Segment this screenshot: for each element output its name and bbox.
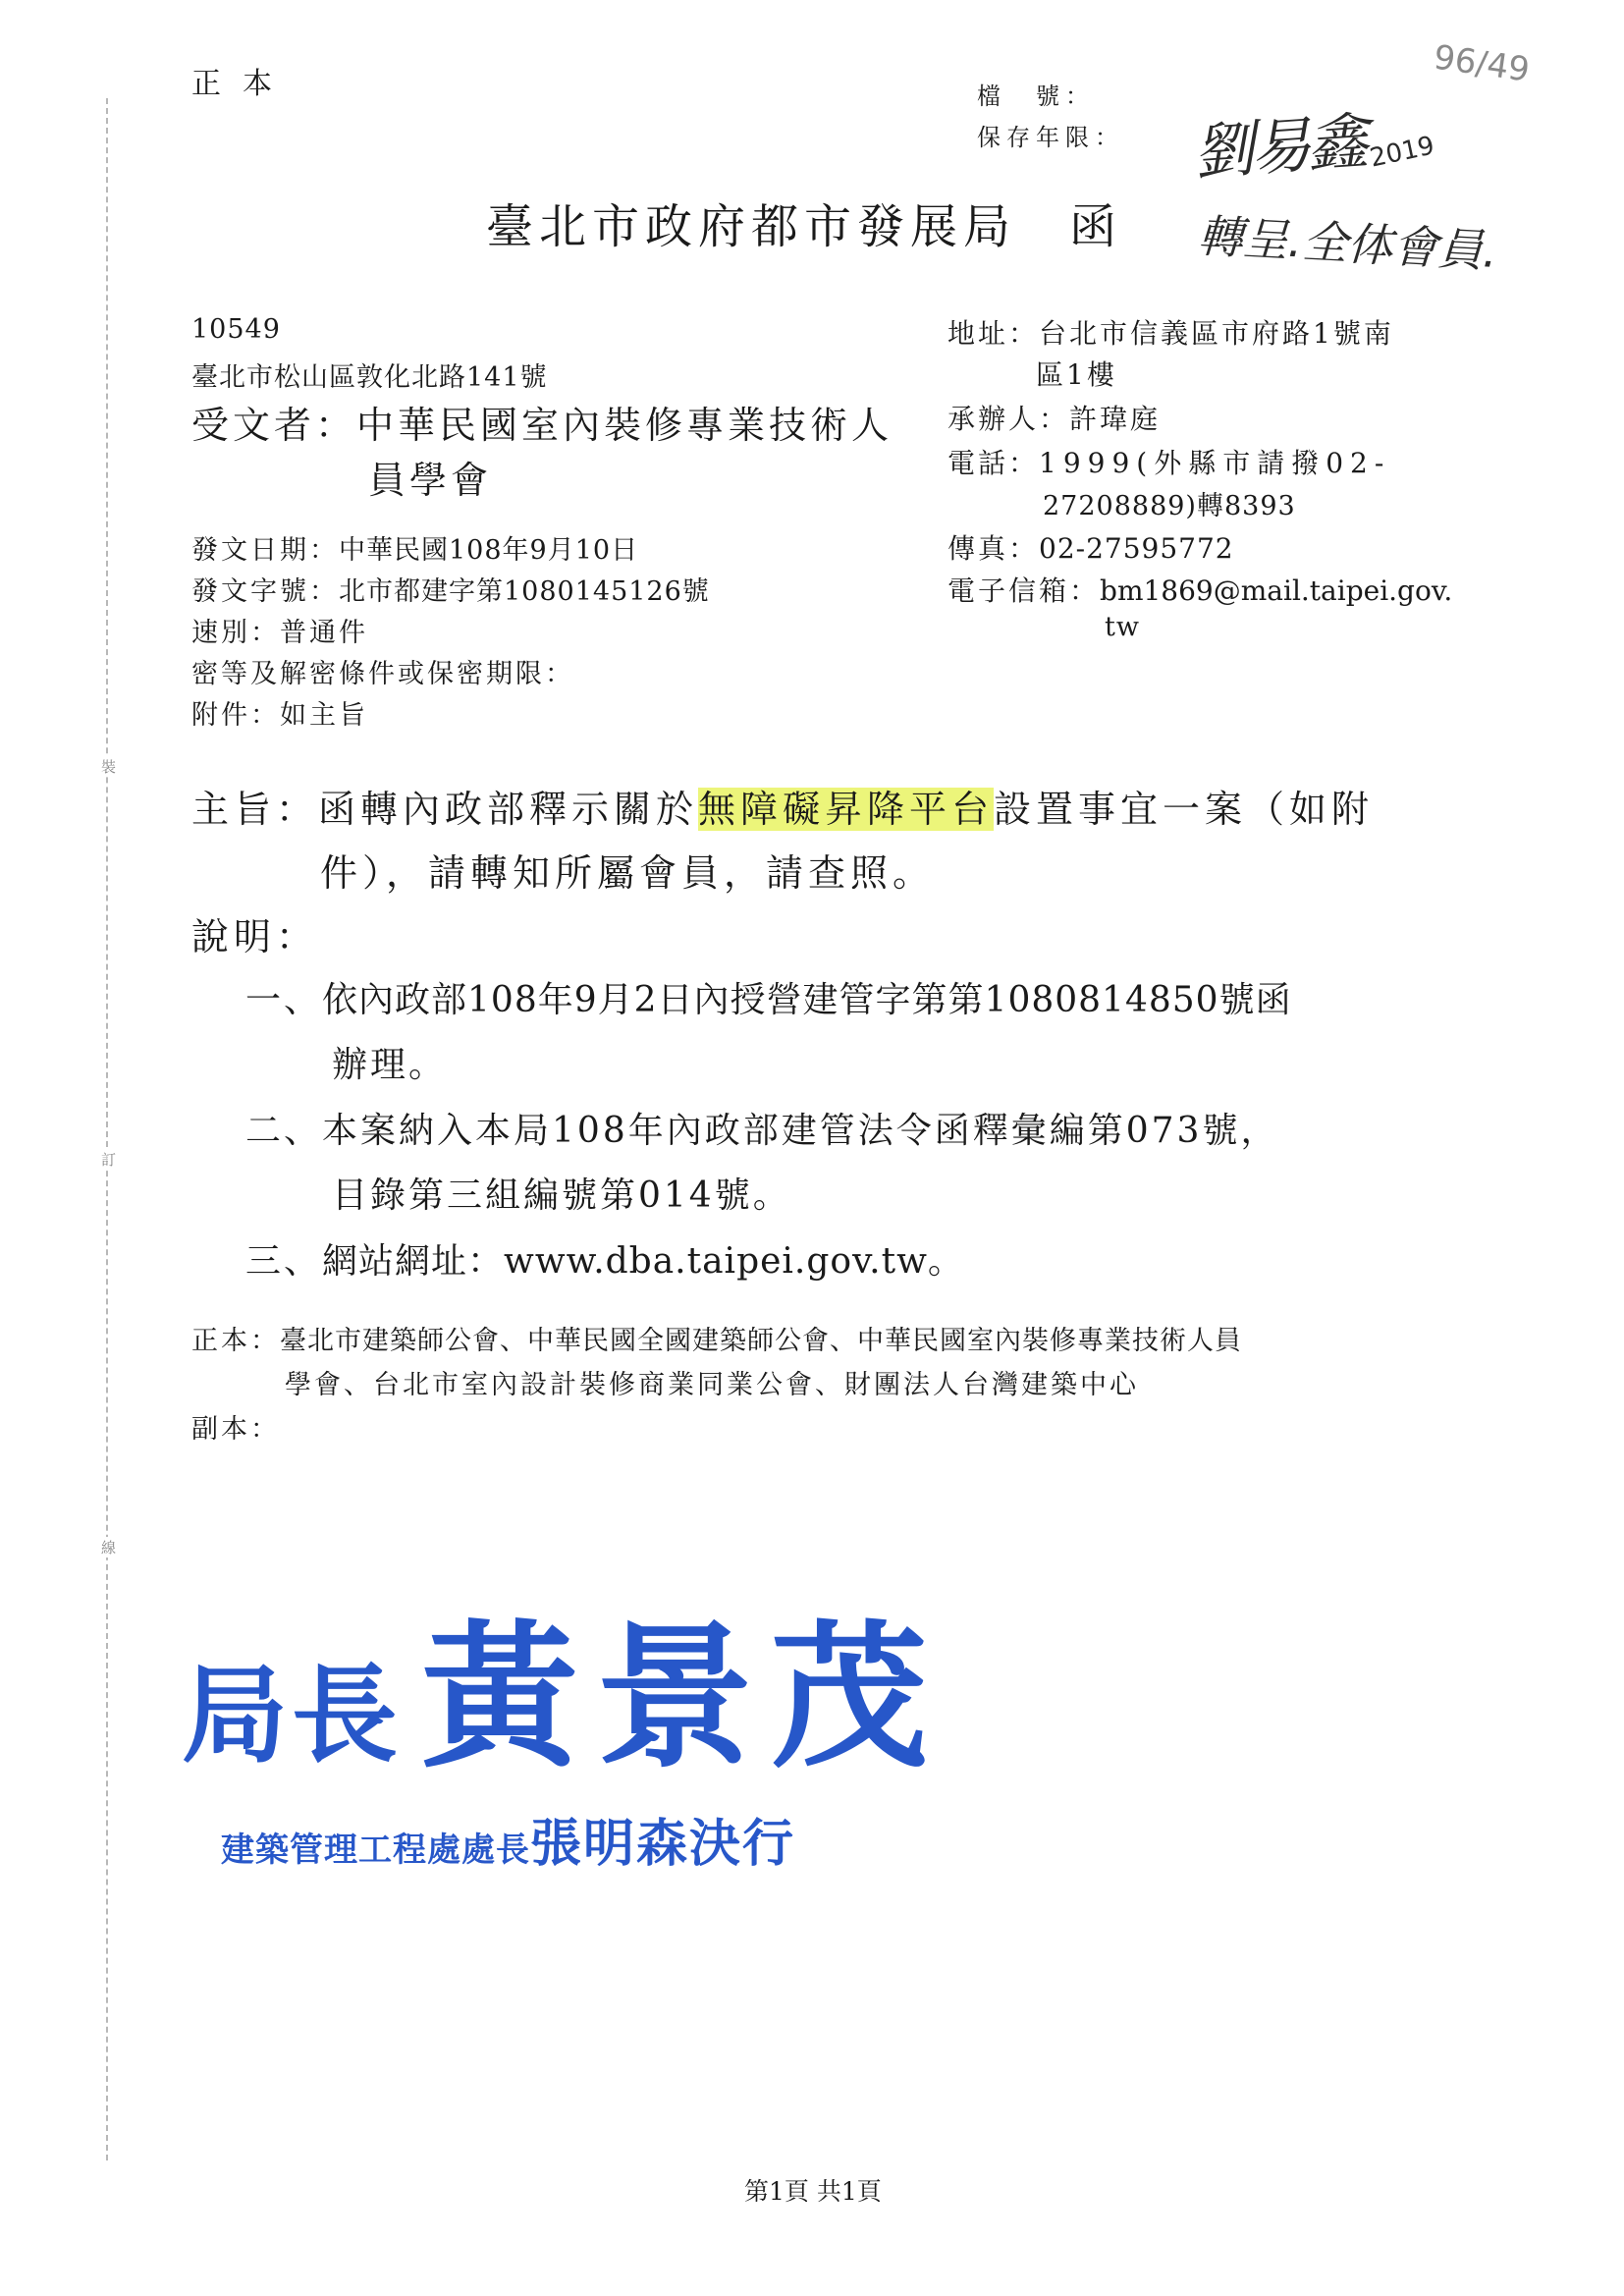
binding-mark-xian: 線 [101, 1539, 117, 1557]
doc-number-label: 發文字號： [191, 576, 339, 607]
email-line2: tw [1105, 612, 1140, 642]
handwritten-forward-note: 轉呈.全体會員. [1196, 209, 1499, 278]
subject-line2: 件），請轉知所屬會員，請查照。 [320, 851, 936, 895]
deputy-seal [221, 1802, 795, 1876]
handwritten-corner-note: 96/49 [1431, 37, 1533, 90]
phone-label: 電話： [947, 447, 1040, 479]
deputy-name: 張明森決行 [530, 1814, 796, 1874]
phone-line1: 1999(外縣市請撥02- [1039, 447, 1391, 479]
subject-text-post: 設置事宜一案（如附 [994, 788, 1375, 831]
explanation-item-1-cont: 辦理。 [332, 1045, 448, 1085]
attachment-value: 如主旨 [280, 700, 368, 731]
recipient-label: 受文者： [191, 404, 357, 447]
attachment-row [191, 693, 368, 732]
secrecy-label: 密等及解密條件或保密期限： [191, 659, 574, 689]
distribution-original-line2: 學會、台北市室內設計裝修商業同業公會、財團法人台灣建築中心 [285, 1370, 1139, 1400]
sender-address-row [947, 312, 1394, 352]
sender-address-line2: 區1樓 [1036, 358, 1117, 391]
item-number: 一、 [245, 980, 323, 1020]
subject-text-pre: 函轉內政部釋示關於 [318, 788, 699, 831]
phone-row [947, 442, 1390, 481]
binding-margin-line [106, 98, 108, 2160]
distribution-copy-label: 副本： [191, 1414, 280, 1445]
subject-label: 主旨： [191, 788, 319, 831]
subject-line1 [191, 779, 1374, 833]
director-title: 局長 [182, 1654, 403, 1777]
recipient [191, 398, 893, 508]
explanation-item-1 [245, 972, 1292, 1022]
email-line1: bm1869@mail.taipei.gov. [1100, 574, 1453, 607]
fax-number: 02-27595772 [1039, 532, 1234, 565]
page-number: 第1頁 共1頁 [744, 2177, 882, 2206]
handler-name: 許瑋庭 [1069, 403, 1162, 435]
document-title: 臺北市政府都市發展局 函 [486, 199, 1123, 254]
file-number-label: 檔 號： [977, 82, 1095, 110]
issue-date-row [191, 528, 638, 567]
speed-label: 速別： [191, 618, 280, 648]
director-name: 黃景茂 [421, 1605, 947, 1789]
recipient-name-line2: 員學會 [368, 459, 493, 502]
item-number: 三、 [245, 1241, 323, 1282]
handler-row [947, 398, 1161, 437]
email-row [947, 570, 1452, 609]
deputy-title: 建築管理工程處處長 [221, 1831, 530, 1870]
postal-code: 10549 [191, 314, 281, 345]
subject-highlight: 無障礙昇降平台 [698, 788, 995, 831]
doc-number-row [191, 570, 710, 608]
distribution-original-line1: 臺北市建築師公會、中華民國全國建築師公會、中華民國室內裝修專業技術人員 [280, 1326, 1242, 1356]
email-label: 電子信箱： [947, 574, 1101, 607]
explanation-item-2-cont: 目錄第三組編號第014號。 [332, 1175, 791, 1216]
issue-date: 中華民國108年9月10日 [339, 535, 639, 566]
fax-label: 傳真： [947, 532, 1040, 565]
item-text: 本案納入本局108年內政部建管法令函釋彙編第073號， [322, 1111, 1279, 1151]
recipient-name-line1: 中華民國室內裝修專業技術人 [356, 404, 893, 447]
issue-date-label: 發文日期： [191, 535, 339, 566]
attachment-label: 附件： [191, 700, 280, 731]
handler-label: 承辦人： [947, 403, 1070, 435]
item-text: 依內政部108年9月2日內授營建管字第第1080814850號函 [322, 980, 1292, 1020]
retention-period-label: 保存年限： [977, 124, 1124, 151]
fax-row [947, 527, 1234, 567]
original-copy-mark: 正本 [191, 67, 294, 101]
director-seal [182, 1571, 946, 1797]
binding-mark-ding: 訂 [101, 1151, 117, 1169]
recipient-address: 臺北市松山區敦化北路141號 [191, 362, 548, 393]
handwritten-year: 2019 [1367, 131, 1437, 174]
item-text: 網站網址：www.dba.taipei.gov.tw。 [322, 1241, 964, 1282]
explanation-item-3 [245, 1233, 964, 1284]
distribution-original-row [191, 1319, 1242, 1357]
speed-value: 普通件 [280, 618, 368, 648]
doc-number: 北市都建字第1080145126號 [339, 576, 710, 607]
explanation-item-2 [245, 1103, 1278, 1153]
binding-mark-zhuang: 裝 [101, 758, 117, 776]
explanation-label: 說明： [191, 915, 319, 958]
sender-address-line1: 台北市信義區市府路1號南 [1039, 317, 1394, 350]
sender-address-label: 地址： [947, 317, 1040, 350]
handwritten-signature: 劉易鑫 [1191, 105, 1367, 189]
item-number: 二、 [245, 1111, 323, 1151]
phone-line2: 27208889)轉8393 [1043, 491, 1296, 521]
distribution-original-label: 正本： [191, 1326, 280, 1356]
speed-row [191, 611, 368, 649]
